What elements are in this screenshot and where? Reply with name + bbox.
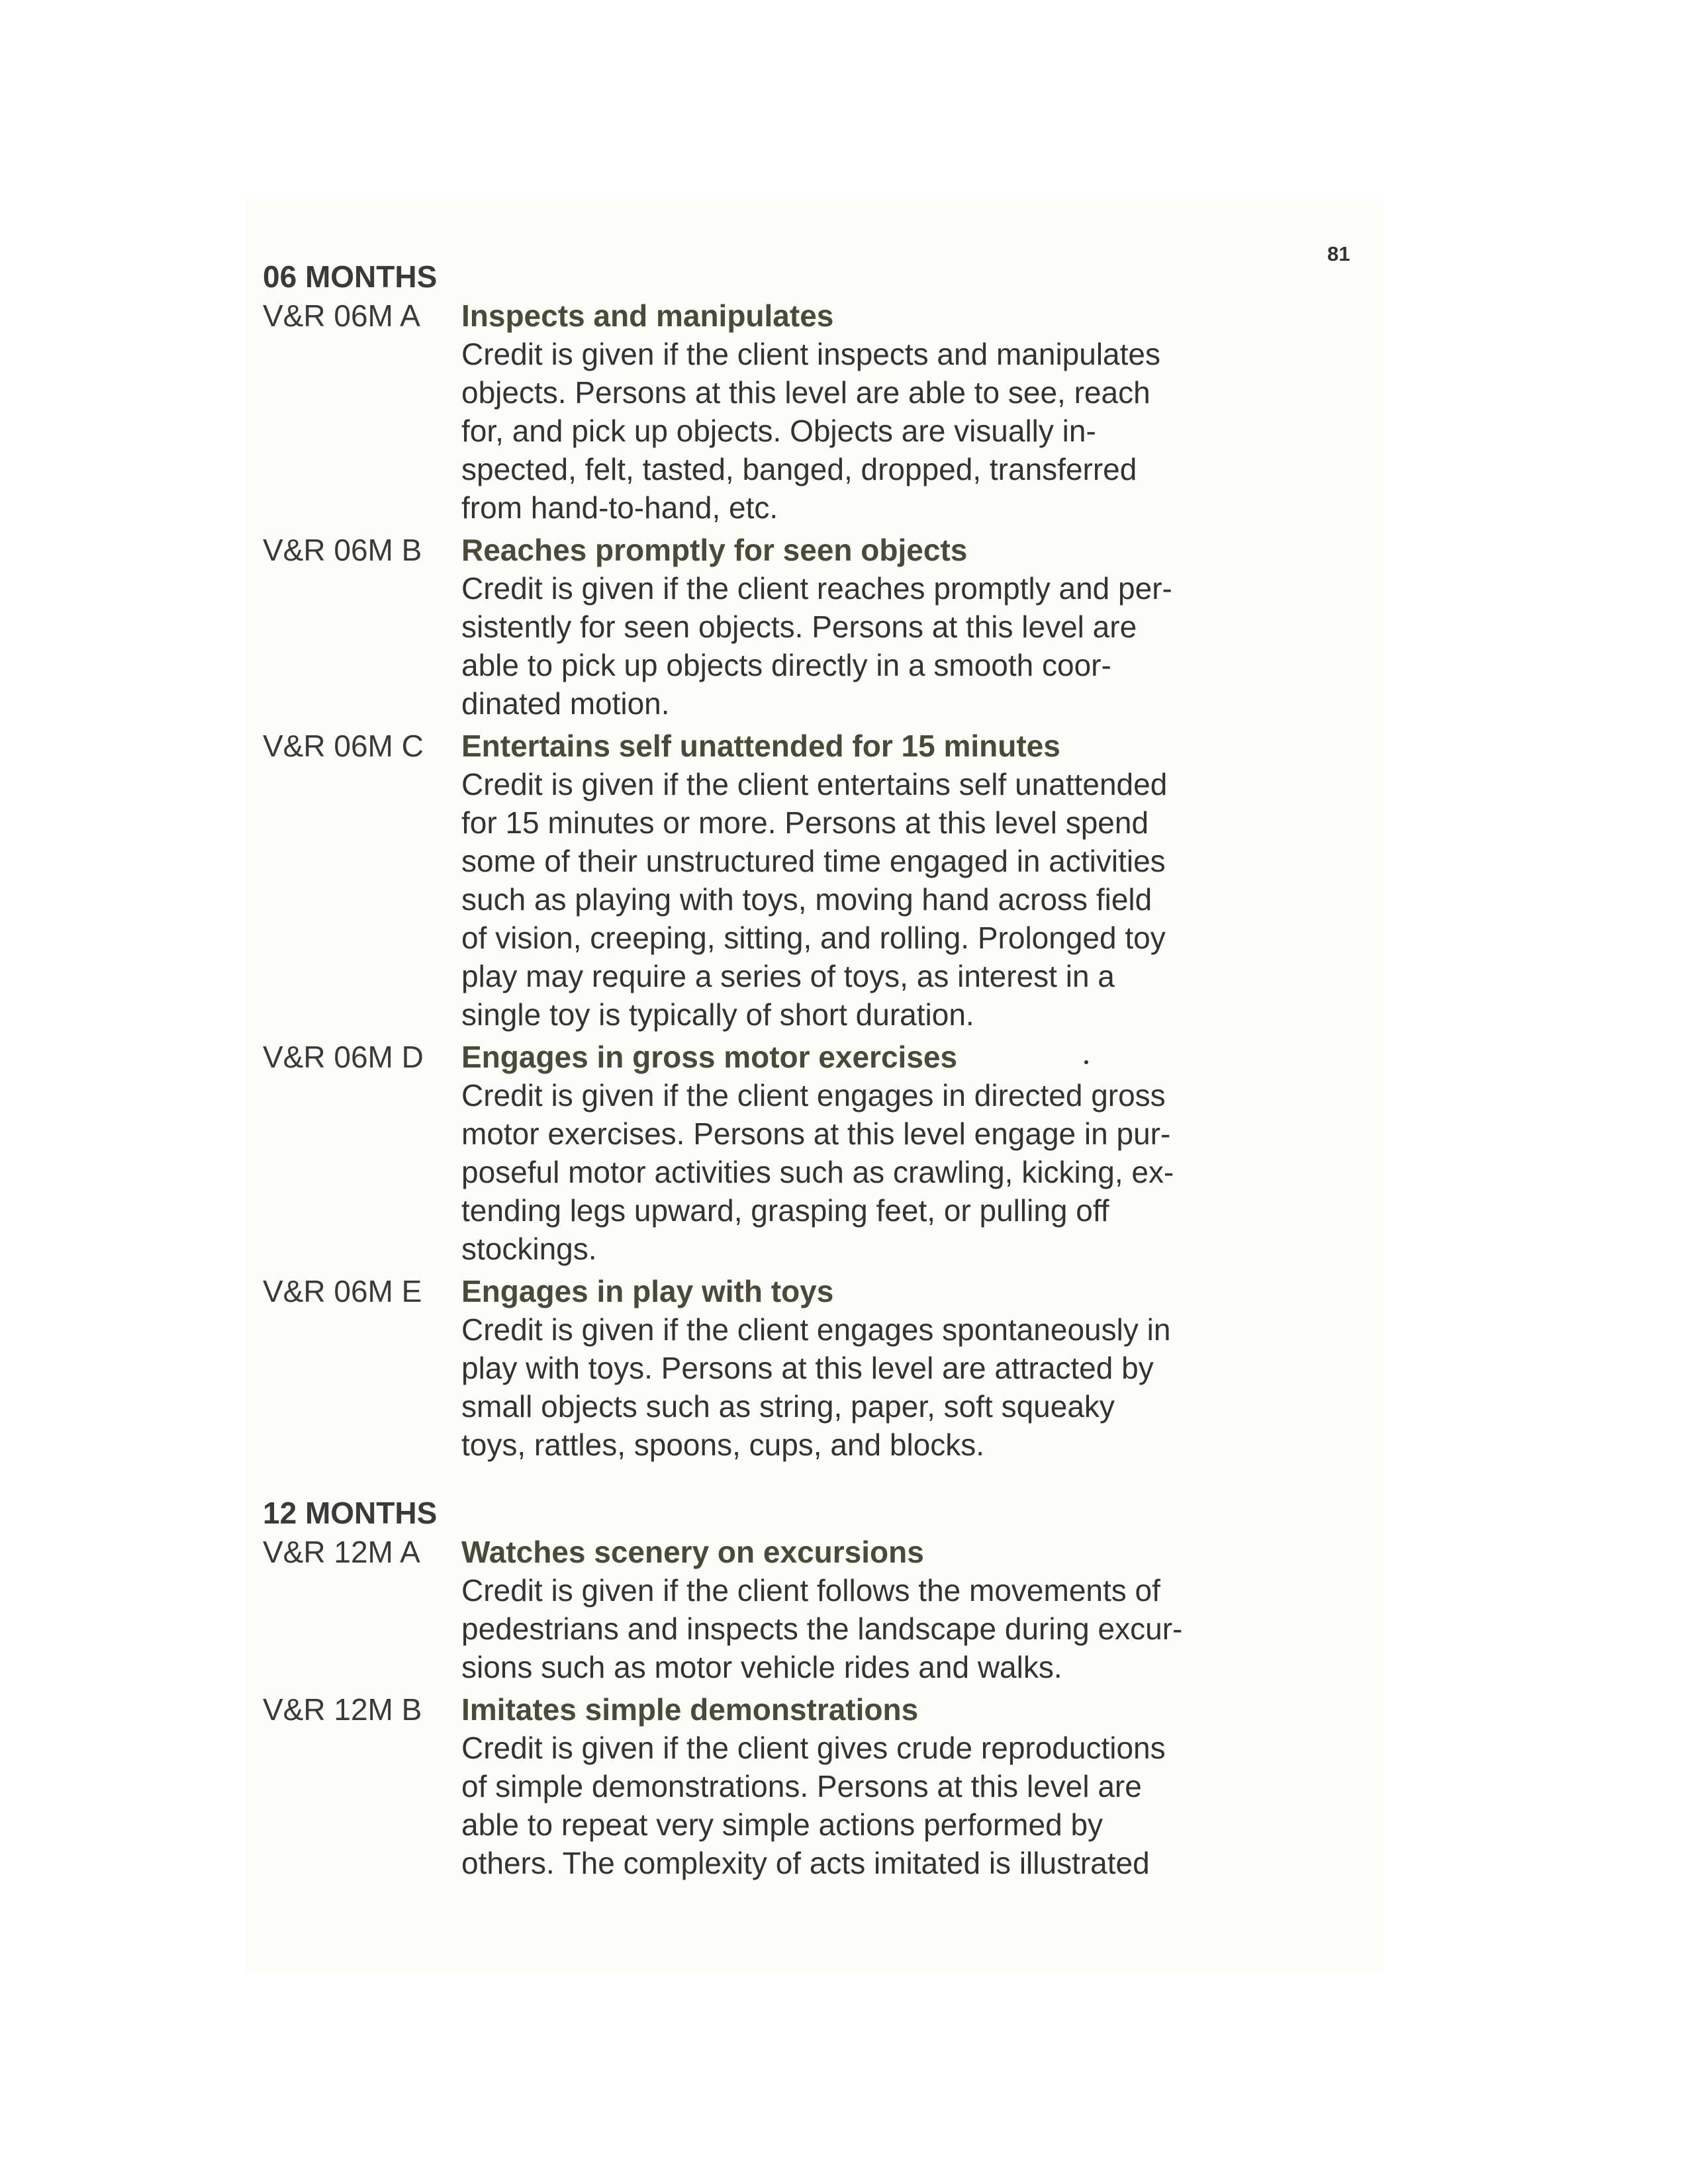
entry-description	[461, 335, 1322, 527]
text-line: Credit is given if the client gives crude reproductions	[461, 1731, 1166, 1765]
text-line: sistently for seen objects. Persons at this level are	[461, 610, 1137, 644]
text-line: play with toys. Persons at this level are attracted by	[461, 1351, 1154, 1385]
entry-body	[461, 1038, 1322, 1268]
text-line: such as playing with toys, moving hand across field	[461, 882, 1152, 917]
text-line: Credit is given if the client reaches promptly and per-	[461, 571, 1172, 606]
entry-heading: Engages in gross motor exercises	[461, 1040, 958, 1074]
entry-heading: Watches scenery on excursions	[461, 1535, 924, 1569]
text-line: others. The complexity of acts imitated is illustrated	[461, 1846, 1150, 1880]
stray-mark-dot	[1084, 1060, 1088, 1064]
text-line: single toy is typically of short duration.	[461, 997, 974, 1032]
text-line: toys, rattles, spoons, cups, and blocks.	[461, 1428, 985, 1462]
section-06-months	[263, 257, 1348, 1464]
entry-code: V&R 06M B	[263, 533, 422, 567]
entry-vr-12m-b	[263, 1690, 1348, 1882]
entry-body	[461, 727, 1322, 1034]
entry-description	[461, 569, 1322, 723]
entry-description	[461, 1076, 1322, 1268]
page-number: 81	[1327, 242, 1350, 265]
text-line: small objects such as string, paper, soft squeaky	[461, 1389, 1115, 1424]
text-line: able to repeat very simple actions performed by	[461, 1807, 1103, 1842]
entry-description	[461, 765, 1322, 1034]
text-line: spected, felt, tasted, banged, dropped, transferred	[461, 452, 1137, 486]
text-line: Credit is given if the client inspects and manipulates	[461, 337, 1161, 371]
entry-vr-06m-b	[263, 531, 1348, 723]
text-line: motor exercises. Persons at this level engage in pur-	[461, 1116, 1171, 1151]
text-line: objects. Persons at this level are able to see, reach	[461, 375, 1150, 410]
entry-code: V&R 06M C	[263, 729, 424, 763]
text-line: Credit is given if the client follows the movements of	[461, 1573, 1160, 1608]
entry-code: V&R 06M A	[263, 298, 420, 333]
text-line: Credit is given if the client engages in directed gross	[461, 1078, 1166, 1113]
entry-body	[461, 1272, 1322, 1464]
entry-heading: Engages in play with toys	[461, 1274, 834, 1308]
entry-vr-06m-e	[263, 1272, 1348, 1464]
entry-heading: Entertains self unattended for 15 minutes	[461, 729, 1060, 763]
entry-heading: Reaches promptly for seen objects	[461, 533, 968, 567]
entry-description	[461, 1310, 1322, 1464]
text-line: sions such as motor vehicle rides and walks.	[461, 1650, 1062, 1684]
entry-body	[461, 531, 1322, 723]
entry-vr-12m-a	[263, 1533, 1348, 1686]
text-line: for, and pick up objects. Objects are visually in-	[461, 414, 1096, 448]
text-line: dinated motion.	[461, 686, 670, 721]
entry-description	[461, 1571, 1322, 1686]
entry-vr-06m-d	[263, 1038, 1348, 1268]
section-title: 06 MONTHS	[263, 259, 438, 294]
text-line: Credit is given if the client entertains self unattended	[461, 767, 1168, 801]
text-line: stockings.	[461, 1232, 597, 1266]
text-line: pedestrians and inspects the landscape during excur-	[461, 1612, 1183, 1646]
text-line: from hand-to-hand, etc.	[461, 490, 778, 525]
section-12-months	[263, 1493, 1348, 1882]
text-line: play may require a series of toys, as interest in a	[461, 959, 1115, 993]
entry-heading: Inspects and manipulates	[461, 298, 834, 333]
entry-vr-06m-c	[263, 727, 1348, 1034]
text-line: able to pick up objects directly in a smooth coor-	[461, 648, 1111, 682]
text-line: for 15 minutes or more. Persons at this level spend	[461, 805, 1149, 840]
entry-body	[461, 296, 1322, 527]
section-title: 12 MONTHS	[263, 1496, 438, 1530]
text-line: some of their unstructured time engaged in activities	[461, 844, 1166, 878]
entry-body	[461, 1690, 1322, 1882]
entry-code: V&R 06M E	[263, 1274, 422, 1308]
entry-heading: Imitates simple demonstrations	[461, 1692, 919, 1727]
text-line: poseful motor activities such as crawling, kicking, ex-	[461, 1155, 1174, 1189]
entry-code: V&R 12M B	[263, 1692, 422, 1727]
text-line: tending legs upward, grasping feet, or pulling off	[461, 1193, 1109, 1228]
entry-description	[461, 1729, 1322, 1882]
entry-vr-06m-a	[263, 296, 1348, 527]
text-line: Credit is given if the client engages spontaneously in	[461, 1312, 1171, 1347]
text-line: of simple demonstrations. Persons at this level are	[461, 1769, 1142, 1803]
entry-code: V&R 06M D	[263, 1040, 424, 1074]
entry-body	[461, 1533, 1322, 1686]
document-content	[263, 257, 1348, 1911]
entry-code: V&R 12M A	[263, 1535, 420, 1569]
text-line: of vision, creeping, sitting, and rolling. Prolonged toy	[461, 921, 1166, 955]
